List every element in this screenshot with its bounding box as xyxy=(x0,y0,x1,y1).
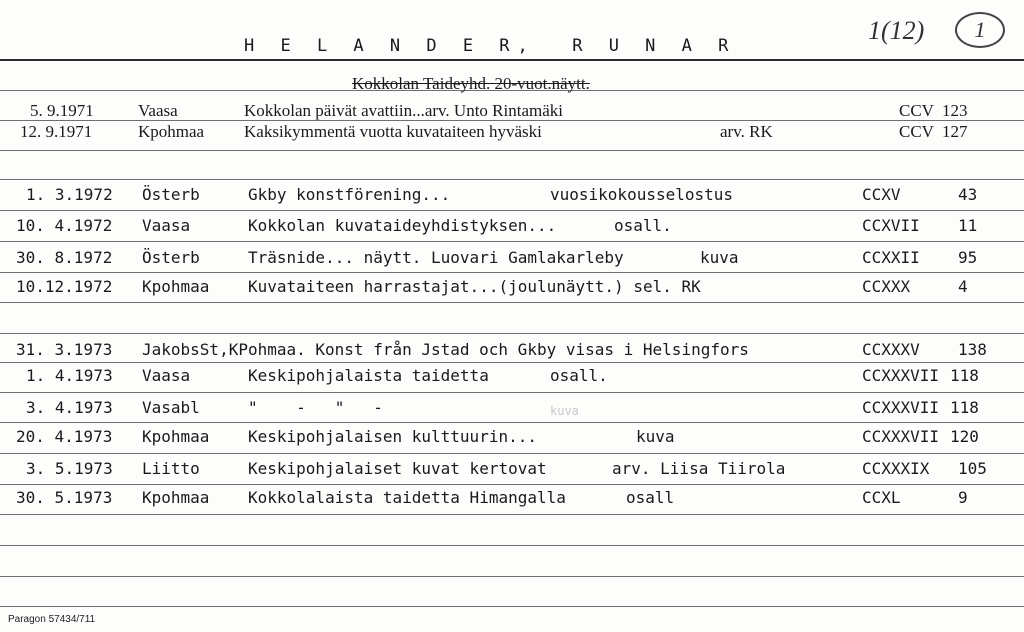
entry-date: 1. 4.1973 xyxy=(26,366,113,385)
entry-page: 138 xyxy=(958,340,987,359)
entry-place: JakobsSt,KPohmaa. Konst från Jstad och Gkby visas i Helsingfors xyxy=(142,340,749,359)
entry-place: Kpohmaa xyxy=(142,427,210,446)
entry-ref: CCXXII xyxy=(862,248,920,267)
entry-date: 12. 9.1971 xyxy=(20,122,93,141)
entry-text: Kuvataiteen harrastajat...(joulunäytt.) sel. RK xyxy=(248,277,701,296)
entry-ref: CCV xyxy=(899,122,934,141)
entry-extra: osall xyxy=(626,488,675,507)
entry-text: Kokkolalaista taidetta Himangalla xyxy=(248,488,566,507)
entry-date: 30. 5.1973 xyxy=(16,488,113,507)
entry-date: 30. 8.1972 xyxy=(16,248,113,267)
entry-text: Kaksikymmentä vuotta kuvataiteen hyväski xyxy=(244,122,542,141)
entry-ref: CCXXXVII xyxy=(862,366,940,385)
printer-imprint: Paragon 57434/711 xyxy=(8,614,96,625)
entry-page: 43 xyxy=(958,185,978,204)
entry-place: Kpohmaa xyxy=(138,122,205,141)
entry-page: 4 xyxy=(958,277,968,296)
entry-place: Kpohmaa xyxy=(142,277,210,296)
entry-ref: CCXVII xyxy=(862,216,920,235)
entry-text: Kokkolan päivät avattiin...arv. Unto Rintamäki xyxy=(244,101,563,120)
entry-page: 118 xyxy=(950,398,979,417)
entry-ref: CCXXXVII xyxy=(862,427,940,446)
entry-extra: arv. RK xyxy=(720,122,773,141)
entry-extra: kuva xyxy=(700,248,739,267)
entry-extra: osall. xyxy=(550,366,608,385)
entry-place: Österb xyxy=(142,248,200,267)
circled-sheet-number: 1 xyxy=(955,12,1005,48)
entry-page: 95 xyxy=(958,248,978,267)
entry-text: Keskipohjalaiset kuvat kertovat xyxy=(248,459,547,478)
entry-ref: CCXXXV xyxy=(862,340,920,359)
faded-entry-extra: kuva xyxy=(550,404,579,418)
entry-date: 10. 4.1972 xyxy=(16,216,113,235)
entry-ref: CCXV xyxy=(862,185,901,204)
entry-date: 20. 4.1973 xyxy=(16,427,113,446)
entry-extra: arv. Liisa Tiirola xyxy=(612,459,786,478)
entry-date: 5. 9.1971 xyxy=(30,101,94,120)
entry-ref: CCXXXVII xyxy=(862,398,940,417)
ditto-marks: " - " - xyxy=(248,398,383,417)
section-heading: Kokkolan Taideyhd. 20-vuot.näytt. xyxy=(352,74,590,93)
entry-text: Kokkolan kuvataideyhdistyksen... xyxy=(248,216,557,235)
entry-extra: vuosikokousselostus xyxy=(550,185,734,204)
entry-ref: CCXXXIX xyxy=(862,459,930,478)
entry-place: Vaasa xyxy=(142,366,191,385)
person-name: H E L A N D E R, R U N A R xyxy=(244,36,737,56)
entry-page: 120 xyxy=(950,427,979,446)
entry-date: 3. 4.1973 xyxy=(26,398,113,417)
entry-ref: CCXL xyxy=(862,488,901,507)
entry-page: 105 xyxy=(958,459,987,478)
entry-ref: CCV xyxy=(899,101,934,120)
entry-page: 9 xyxy=(958,488,968,507)
card-number: 1(12) xyxy=(868,16,925,45)
entry-page: 118 xyxy=(950,366,979,385)
entry-place: Liitto xyxy=(142,459,200,478)
entry-date: 31. 3.1973 xyxy=(16,340,113,359)
entry-place: Vasabl xyxy=(142,398,200,417)
entry-text: Keskipohjalaisen kulttuurin... xyxy=(248,427,537,446)
entry-date: 1. 3.1972 xyxy=(26,185,113,204)
entry-date: 10.12.1972 xyxy=(16,277,113,296)
entry-text: Gkby konstförening... xyxy=(248,185,451,204)
header-rule xyxy=(0,59,1024,61)
entry-ref: CCXXX xyxy=(862,277,911,296)
entry-text: Träsnide... näytt. Luovari Gamlakarleby xyxy=(248,248,624,267)
entry-place: Vaasa xyxy=(142,216,191,235)
entry-page: 123 xyxy=(942,101,968,120)
entry-page: 11 xyxy=(958,216,978,235)
entry-place: Kpohmaa xyxy=(142,488,210,507)
entry-extra: kuva xyxy=(636,427,675,446)
entry-place: Vaasa xyxy=(138,101,178,120)
entry-place: Österb xyxy=(142,185,200,204)
entry-page: 127 xyxy=(942,122,968,141)
entry-text: Keskipohjalaista taidetta xyxy=(248,366,489,385)
entry-extra: osall. xyxy=(614,216,672,235)
entry-date: 3. 5.1973 xyxy=(26,459,113,478)
